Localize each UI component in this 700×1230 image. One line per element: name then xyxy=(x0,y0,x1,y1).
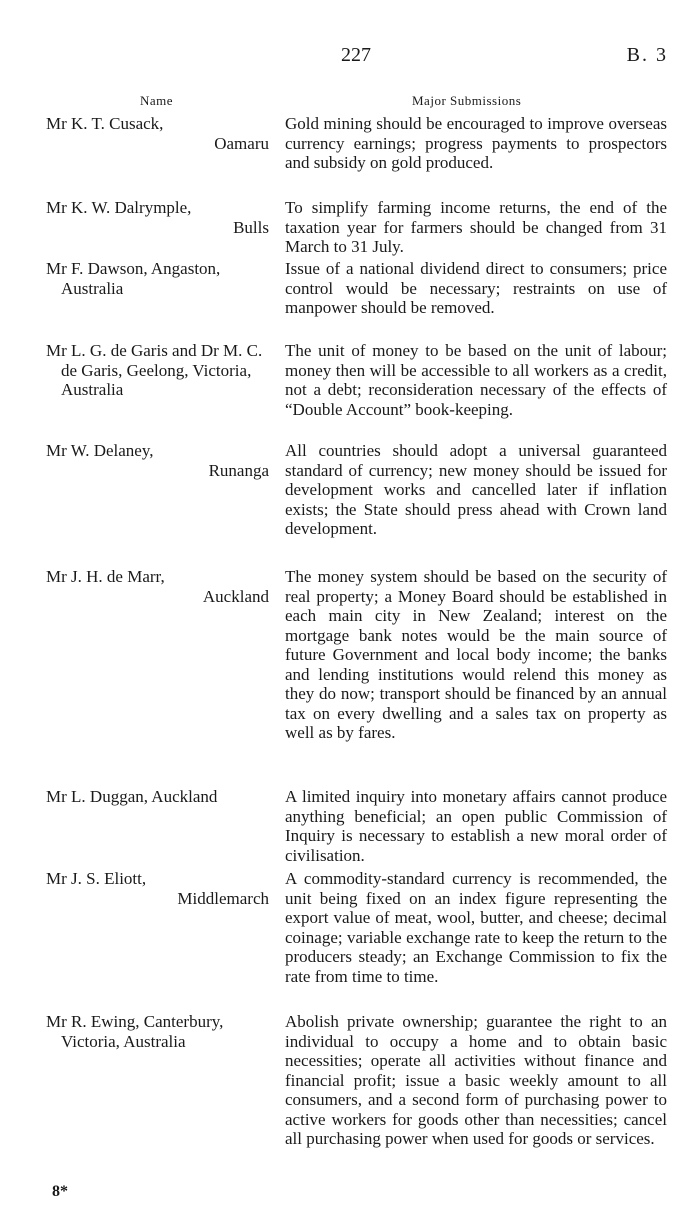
signature-mark: 8* xyxy=(52,1183,68,1200)
list-item xyxy=(0,441,700,567)
submission-text: A commodity-standard currency is recommended, the unit being fixed on an index figure representing the export value of meat, wool, butter, and cheese; decimal coinage; variable exchange rate to keep the return to the producers steady; an Exchange Commission to fix the rate from time to time. xyxy=(285,869,667,986)
submitter-place: Runanga xyxy=(208,460,269,480)
page-number: 227 xyxy=(341,44,371,66)
submitter xyxy=(46,114,269,198)
submitter-name: Mr K. T. Cusack, xyxy=(46,114,164,133)
submission-text: Issue of a national dividend direct to consumers; price control would be necessary; restraints on use of manpower should be removed. xyxy=(285,259,667,317)
submission-text: Abolish private ownership; guarantee the right to an individual to occupy a home and to obtain basic necessities; operate all activities without finance and financial profit; issue a basic weekly amount to all consumers, and a second form of purchasing power to active workers for goods other than necessities; cancel all purchasing power when used for goods or services. xyxy=(285,1012,667,1148)
list-item xyxy=(0,1012,700,1212)
list-item xyxy=(0,198,700,259)
submitter xyxy=(46,567,269,787)
submitter-place: Auckland xyxy=(202,586,269,606)
submission-text: The money system should be based on the security of real property; a Money Board should be established in each main city in New Zealand; interest on the mortgage bank notes would be the main source of future Government and local body income; the banks and lending institutions would relend this money as they do now; transport should be financed by an annual tax on every dwelling and a sales tax on property as well as by fares. xyxy=(285,567,667,742)
submission-text: Gold mining should be encouraged to improve overseas currency earnings; progress payments to prospectors and subsidy on gold produced. xyxy=(285,114,667,172)
submitter xyxy=(46,198,269,259)
list-item xyxy=(0,869,700,1012)
list-item xyxy=(0,259,700,341)
submitter-name: Mr L. G. de Garis and Dr M. C. de Garis, Geelong, Victoria, Australia xyxy=(46,341,263,399)
submitter xyxy=(46,787,269,869)
name-column-header: Name xyxy=(140,93,174,108)
submitter-place: Middlemarch xyxy=(177,888,269,908)
submitter xyxy=(46,259,269,341)
submitter-name: Mr K. W. Dalrymple, xyxy=(46,198,192,217)
submitter-name: Mr R. Ewing, Canterbury, Victoria, Australia xyxy=(46,1012,224,1051)
list-item xyxy=(0,114,700,198)
submitter-name: Mr F. Dawson, Angaston, Australia xyxy=(46,259,221,298)
submitter-name: Mr J. S. Eliott, xyxy=(46,869,147,888)
submitter-place: Bulls xyxy=(233,217,269,237)
submitter-name: Mr J. H. de Marr, xyxy=(46,567,165,586)
list-item xyxy=(0,567,700,787)
column-headers xyxy=(0,93,700,113)
list-item xyxy=(0,787,700,869)
submitter-name: Mr L. Duggan, Auckland xyxy=(46,787,218,806)
submitter xyxy=(46,341,269,441)
submission-text: A limited inquiry into monetary affairs cannot produce anything beneficial; an open public Commission of Inquiry is necessary to establish a new moral order of civilisation. xyxy=(285,787,667,865)
list-item xyxy=(0,341,700,441)
submitter-name: Mr W. Delaney, xyxy=(46,441,154,460)
submitter-place: Oamaru xyxy=(214,133,269,153)
submission-text: All countries should adopt a universal guaranteed standard of currency; new money should be issued for development works and cancelled later if inflation exists; the State should press ahead with Crown land development. xyxy=(285,441,667,538)
document-code: B. 3 xyxy=(626,44,668,66)
submissions-column-header: Major Submissions xyxy=(412,93,522,108)
submitter xyxy=(46,1012,269,1212)
submission-text: The unit of money to be based on the unit of labour; money then will be accessible to all workers as a credit, not a debt; reconsideration necessary of the effects of “Double Account” book-keeping. xyxy=(285,341,667,419)
submission-text: To simplify farming income returns, the end of the taxation year for farmers should be changed from 31 March to 31 July. xyxy=(285,198,667,256)
submitter xyxy=(46,869,269,1012)
submitter xyxy=(46,441,269,567)
submissions-list xyxy=(0,114,700,1212)
